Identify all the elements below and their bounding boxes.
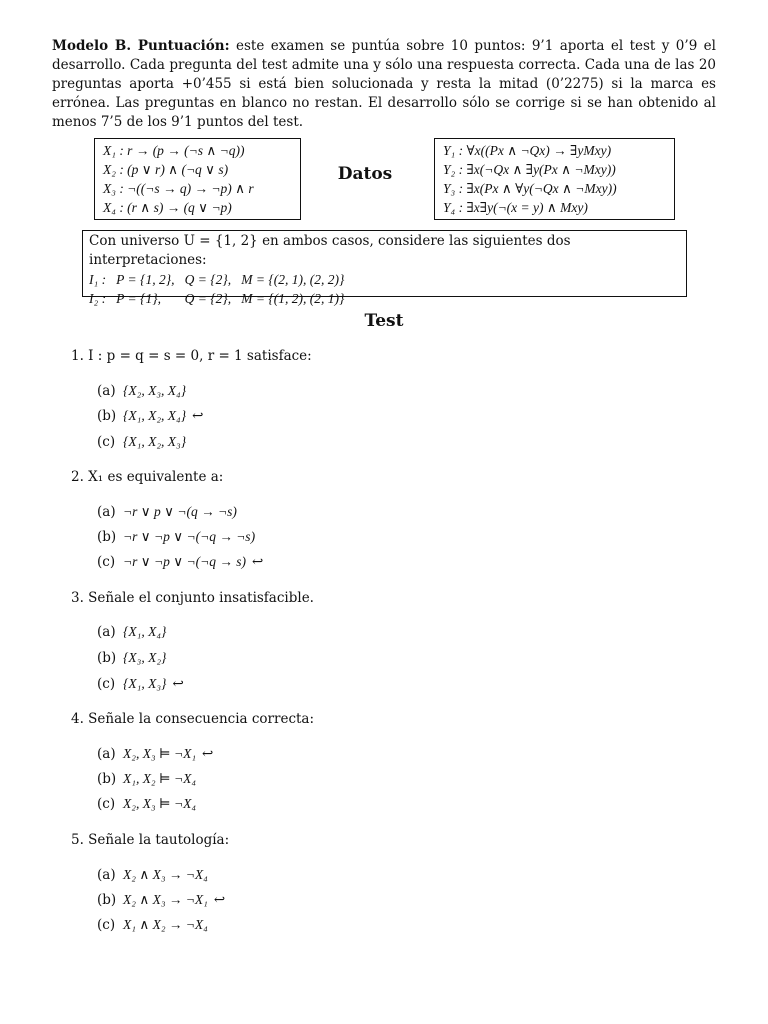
correct-answer-arrow-icon: ↩ bbox=[251, 554, 264, 570]
option-3c[interactable] bbox=[97, 676, 184, 692]
formula-y4: Y₄ : ∃x∃y(¬(x = y) ∧ Mxy) bbox=[443, 200, 588, 215]
datos-title: Datos bbox=[337, 164, 393, 184]
scoring-text: este examen se puntúa sobre 10 puntos: 9’1 aporta el test y 0’9 el desarrollo. Cada pregunta del test admite una y sólo una respuesta correcta. Cada una de las 20 preguntas aporta +0’455 si está bien solucionada y resta la mitad (0’2275) si la marca es errónea. Las preguntas en blanco no restan. El desarrollo sólo se corrige si se han obtenido al menos 7’5 de los 9’1 puntos del test. bbox=[52, 38, 716, 130]
option-text: X₁, X₂ ⊨ ¬X₄ bbox=[123, 771, 197, 786]
option-text: ¬r ∨ ¬p ∨ ¬(¬q → ¬s) bbox=[123, 529, 256, 544]
option-3a[interactable] bbox=[97, 624, 166, 640]
universe-text: Con universo U = {1, 2} en ambos casos, considere las siguientes dos interpretaciones: bbox=[89, 233, 571, 268]
option-4c[interactable] bbox=[97, 796, 196, 812]
option-2a[interactable] bbox=[97, 504, 237, 520]
formula-x2: X₂ : (p ∨ r) ∧ (¬q ∨ s) bbox=[103, 162, 229, 177]
formula-x3: X₃ : ¬((¬s → q) → ¬p) ∧ r bbox=[103, 181, 254, 196]
option-label: (b) bbox=[97, 650, 117, 666]
option-label: (a) bbox=[97, 504, 116, 520]
interpretations-box bbox=[82, 230, 687, 306]
option-label: (c) bbox=[97, 796, 116, 812]
option-1b[interactable] bbox=[97, 408, 203, 424]
correct-answer-arrow-icon: ↩ bbox=[202, 746, 214, 762]
option-label: (b) bbox=[97, 408, 117, 424]
formula-y3: Y₃ : ∃x(Px ∧ ∀y(¬Qx ∧ ¬Mxy)) bbox=[443, 181, 617, 196]
option-text: X₁ ∧ X₂ → ¬X₄ bbox=[123, 917, 208, 932]
correct-answer-arrow-icon: ↩ bbox=[192, 408, 204, 424]
option-5b[interactable] bbox=[97, 892, 225, 908]
option-text: X₂ ∧ X₃ → ¬X₁ bbox=[123, 892, 208, 907]
interpretation-i2: I₂ : P = {1}, Q = {2}, M = {(1, 2), (2, 1)} bbox=[89, 291, 345, 306]
formula-x1: X₁ : r → (p → (¬s ∧ ¬q)) bbox=[103, 143, 245, 158]
option-label: (b) bbox=[97, 892, 117, 908]
option-5a[interactable] bbox=[97, 867, 208, 883]
question-4: 4. Señale la consecuencia correcta: bbox=[71, 711, 315, 727]
option-text: X₂, X₃ ⊨ ¬X₄ bbox=[123, 796, 197, 811]
option-5c[interactable] bbox=[97, 917, 208, 933]
scoring-instructions bbox=[52, 37, 716, 132]
question-5: 5. Señale la tautología: bbox=[71, 832, 230, 848]
question-2: 2. X₁ es equivalente a: bbox=[71, 469, 224, 485]
option-text: {X₁, X₃} bbox=[123, 676, 167, 691]
option-label: (a) bbox=[97, 624, 116, 640]
option-label: (c) bbox=[97, 917, 116, 933]
option-text: {X₁, X₂, X₃} bbox=[123, 434, 187, 449]
option-text: ¬r ∨ ¬p ∨ ¬(¬q → s) bbox=[123, 554, 246, 569]
formula-y2: Y₂ : ∃x(¬Qx ∧ ∃y(Px ∧ ¬Mxy)) bbox=[443, 162, 616, 177]
option-label: (a) bbox=[97, 383, 116, 399]
option-text: {X₂, X₃, X₄} bbox=[123, 383, 187, 398]
option-2c[interactable] bbox=[97, 554, 263, 570]
option-2b[interactable] bbox=[97, 529, 255, 545]
option-text: ¬r ∨ p ∨ ¬(q → ¬s) bbox=[123, 504, 237, 519]
option-label: (c) bbox=[97, 554, 116, 570]
question-3: 3. Señale el conjunto insatisfacible. bbox=[71, 590, 314, 606]
option-label: (c) bbox=[97, 434, 116, 450]
option-1a[interactable] bbox=[97, 383, 186, 399]
test-title: Test bbox=[364, 311, 404, 331]
option-text: {X₁, X₄} bbox=[123, 624, 167, 639]
option-label: (b) bbox=[97, 771, 117, 787]
first-order-formulas-box bbox=[434, 138, 675, 220]
option-text: X₂ ∧ X₃ → ¬X₄ bbox=[123, 867, 208, 882]
formula-x4: X₄ : (r ∧ s) → (q ∨ ¬p) bbox=[103, 200, 232, 215]
correct-answer-arrow-icon: ↩ bbox=[213, 892, 226, 908]
option-4a[interactable] bbox=[97, 746, 213, 762]
option-label: (a) bbox=[97, 867, 116, 883]
interpretation-i1: I₁ : P = {1, 2}, Q = {2}, M = {(2, 1), (2, 2)} bbox=[89, 272, 345, 287]
option-text: {X₁, X₂, X₄} bbox=[123, 408, 187, 423]
option-text: X₂, X₃ ⊨ ¬X₁ bbox=[123, 746, 197, 761]
model-heading: Modelo B. Puntuación: bbox=[52, 38, 230, 54]
question-1: 1. I : p = q = s = 0, r = 1 satisface: bbox=[71, 348, 312, 364]
option-label: (b) bbox=[97, 529, 117, 545]
option-label: (c) bbox=[97, 676, 116, 692]
propositional-formulas-box bbox=[94, 138, 301, 220]
option-1c[interactable] bbox=[97, 434, 186, 450]
option-3b[interactable] bbox=[97, 650, 166, 666]
option-4b[interactable] bbox=[97, 771, 196, 787]
formula-y1: Y₁ : ∀x((Px ∧ ¬Qx) → ∃yMxy) bbox=[443, 143, 612, 158]
option-label: (a) bbox=[97, 746, 116, 762]
option-text: {X₃, X₂} bbox=[123, 650, 167, 665]
correct-answer-arrow-icon: ↩ bbox=[172, 676, 184, 692]
